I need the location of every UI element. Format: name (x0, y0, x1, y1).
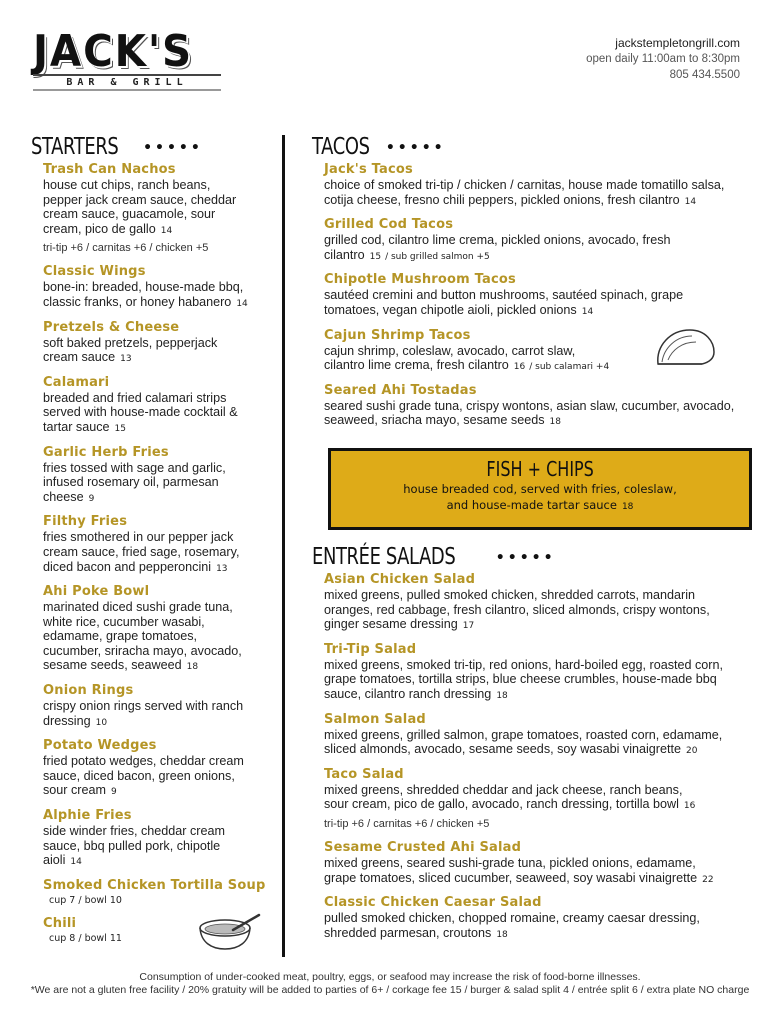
dots-decoration: ••••• (143, 139, 203, 156)
dots-decoration: ••••• (495, 549, 556, 566)
item-description-text: mixed greens, shredded cheddar and jack cheese, ranch beans, sour cream, pico de gallo, avocado, ranch dressing, tortilla bowl (324, 782, 683, 812)
item-name: Filthy Fries (43, 514, 128, 530)
item-name: Potato Wedges (43, 738, 157, 754)
item-description-text: house cut chips, ranch beans, pepper jack cream sauce, cheddar cream sauce, guacamole, sour cream, pico de gallo (43, 178, 237, 236)
food-safety-notice: Consumption of under-cooked meat, poultry, eggs, or seafood may increase the risk of food-borne illnesses. (139, 971, 641, 983)
item-description-text: mixed greens, pulled smoked chicken, shredded carrots, mandarin oranges, red cabbage, fresh cilantro, sliced almonds, crispy wontons, ginger sesame dressing (324, 588, 710, 632)
item-description-text: sautéed cremini and button mushrooms, sautéed spinach, grape tomatoes, vegan chipotle aioli, pickled onions (324, 288, 684, 317)
starters-section (31, 132, 279, 954)
contact-info (586, 35, 740, 83)
item-description-text: grilled cod, cilantro lime crema, pickled onions, avocado, fresh cilantro (324, 233, 671, 262)
menu-item (43, 808, 279, 870)
menu-item (43, 683, 279, 730)
menu-item (43, 514, 279, 576)
menu-item (324, 712, 762, 759)
item-price: 22 (702, 874, 714, 885)
menu-item (43, 738, 279, 800)
fish-chips-desc-text: house breaded cod, served with fries, coleslaw, and house-made tartar sauce (403, 482, 677, 512)
section-title (31, 132, 279, 162)
item-description (43, 824, 279, 870)
footer-disclaimer (0, 971, 780, 996)
item-description (324, 911, 762, 942)
menu-item (43, 584, 279, 675)
item-price: 18 (549, 417, 561, 428)
section-title-text: TACOS (312, 134, 370, 160)
menu-item (43, 878, 279, 908)
item-description (43, 178, 279, 238)
item-description (43, 754, 279, 800)
item-description (324, 783, 762, 814)
item-price: 14 (236, 298, 248, 309)
item-name: Asian Chicken Salad (324, 572, 476, 587)
item-portion-prices: cup 7 / bowl 10 (49, 894, 122, 906)
item-description (324, 856, 762, 887)
item-name: Chili (43, 915, 77, 931)
item-name: Taco Salad (324, 766, 404, 782)
item-description (43, 699, 279, 730)
column-divider (282, 135, 285, 957)
item-name: Ahi Poke Bowl (43, 584, 150, 600)
item-price: 13 (216, 563, 228, 574)
item-price: 18 (496, 690, 508, 701)
item-description (43, 280, 279, 311)
item-price: 14 (70, 857, 82, 868)
website-link[interactable]: jackstempletongrill.com (615, 36, 740, 50)
menu-item (324, 572, 762, 634)
menu-item (324, 840, 762, 887)
item-name: Onion Rings (43, 683, 134, 699)
item-description-text: cajun shrimp, coleslaw, avocado, carrot slaw, cilantro lime crema, fresh cilantro (324, 343, 576, 373)
price: 18 (621, 502, 634, 512)
item-price: 14 (684, 196, 697, 207)
menu-item (324, 383, 762, 430)
salads-section (312, 542, 762, 950)
item-name: Jack's Tacos (324, 162, 413, 177)
tacos-list (312, 162, 762, 430)
item-name: Tri-Tip Salad (324, 641, 417, 657)
taco-illustration-icon (652, 326, 718, 370)
menu-item (43, 162, 279, 254)
section-title (312, 542, 762, 572)
item-price: 16 (683, 801, 696, 812)
item-description-text: mixed greens, grilled salmon, grape tomatoes, roasted corn, edamame, sliced almonds, avocado, sesame seeds, soy wasabi vinaigrette (324, 727, 723, 757)
item-description-text: soft baked pretzels, pepperjack cream sauce (43, 335, 218, 365)
section-title-text: STARTERS (31, 134, 119, 160)
item-name: Alphie Fries (43, 808, 132, 824)
item-price: 13 (120, 354, 132, 365)
item-price: 18 (496, 929, 508, 940)
logo-subtitle: BAR & GRILL (33, 74, 221, 91)
item-price: 9 (88, 493, 95, 504)
starters-list (31, 162, 279, 946)
item-description-text: mixed greens, seared sushi-grade tuna, pickled onions, edamame, grape tomatoes, sliced cucumber, seaweed, soy wasabi vinaigrette (324, 855, 698, 885)
item-add-on: / sub grilled salmon +5 (385, 251, 490, 262)
item-name: Smoked Chicken Tortilla Soup (43, 877, 266, 893)
item-description (43, 336, 279, 367)
item-price: 18 (186, 662, 199, 673)
fish-chips-title: FISH + CHIPS (486, 457, 594, 481)
policy-notice: *We are not a gluten free facility / 20% gratuity will be added to parties of 6+ / corkage fee 15 / burger & salad split 4 / entrée split 6 / extra plate NO charge (30, 983, 750, 996)
protein-add-ons: tri-tip +6 / carnitas +6 / chicken +5 (324, 817, 490, 830)
fish-and-chips-box (328, 448, 752, 530)
menu-item (43, 264, 279, 311)
protein-add-ons: tri-tip +6 / carnitas +6 / chicken +5 (43, 242, 209, 255)
phone: 805 434.5500 (669, 69, 740, 81)
item-description-text: crispy onion rings served with ranch dressing (43, 699, 244, 728)
item-description (324, 288, 762, 319)
logo (33, 26, 223, 92)
item-price: 16 (513, 362, 526, 373)
item-description (43, 461, 279, 507)
item-name: Classic Chicken Caesar Salad (324, 895, 542, 911)
item-name: Calamari (43, 374, 110, 390)
item-description (324, 399, 762, 430)
menu-item (43, 445, 279, 507)
item-name: Chipotle Mushroom Tacos (324, 272, 516, 288)
item-price: 17 (462, 621, 475, 632)
item-price: 9 (111, 787, 117, 798)
menu-item (324, 767, 762, 830)
item-description (324, 233, 762, 264)
soup-bowl-illustration-icon (197, 912, 263, 952)
menu-item (324, 895, 762, 942)
item-description-text: pulled smoked chicken, chopped romaine, creamy caesar dressing, shredded parmesan, croutons (324, 911, 700, 940)
hours: open daily 11:00am to 8:30pm (586, 53, 740, 65)
item-portion-prices: cup 8 / bowl 11 (49, 932, 122, 944)
item-description (324, 658, 762, 704)
item-description (43, 391, 279, 437)
item-description-text: side winder fries, cheddar cream sauce, bbq pulled pork, chipotle aioli (43, 824, 225, 868)
item-name: Cajun Shrimp Tacos (324, 327, 471, 343)
menu-item (324, 642, 762, 704)
item-name: Pretzels & Cheese (43, 319, 180, 335)
item-price: 20 (686, 746, 698, 757)
item-description-text: fried potato wedges, cheddar cream sauce, diced bacon, green onions, sour cream (43, 754, 244, 798)
item-description (43, 530, 279, 576)
item-description-text: marinated diced sushi grade tuna, white rice, cucumber wasabi, edamame, grape tomatoes, cucumber, sriracha mayo, avocado, sesame seeds, seaweed (43, 600, 242, 673)
item-description (43, 600, 279, 675)
salads-list (312, 572, 762, 942)
item-description-text: seared sushi grade tuna, crispy wontons, asian slaw, cucumber, avocado, seaweed, sriacha mayo, sesame seeds (324, 398, 735, 428)
menu-item (324, 217, 762, 264)
item-name: Seared Ahi Tostadas (324, 382, 477, 398)
item-price: 14 (581, 306, 594, 317)
section-title (312, 132, 762, 162)
item-description-text: fries smothered in our pepper jack cream sauce, fried sage, rosemary, diced bacon and pepperoncini (43, 530, 240, 574)
fish-chips-desc (331, 481, 749, 515)
item-description-text: breaded and fried calamari strips served with house-made cocktail & tartar sauce (43, 390, 238, 434)
menu-item (324, 162, 762, 209)
item-description (324, 728, 762, 759)
menu-item (43, 320, 279, 367)
item-description-text: fries tossed with sage and garlic, infused rosemary oil, parmesan cheese (43, 460, 226, 504)
item-add-on: / sub calamari +4 (529, 362, 610, 373)
item-price: 15 (369, 251, 382, 262)
item-name: Grilled Cod Tacos (324, 217, 454, 233)
item-price: 14 (160, 225, 173, 236)
logo-title: JACK'S (33, 26, 194, 77)
item-name: Classic Wings (43, 264, 146, 280)
section-title-text: ENTRÉE SALADS (312, 544, 456, 570)
item-name: Salmon Salad (324, 711, 426, 727)
dots-decoration: ••••• (385, 139, 446, 156)
item-name: Sesame Crusted Ahi Salad (324, 839, 522, 855)
item-description-text: choice of smoked tri-tip / chicken / carnitas, house made tomatillo salsa, cotija cheese, fresno chili peppers, pickled onions, fresh cilantro (324, 178, 725, 207)
menu-item (324, 272, 762, 319)
menu-item (43, 375, 279, 437)
item-description (324, 588, 762, 634)
item-name: Garlic Herb Fries (43, 444, 169, 460)
item-name: Trash Can Nachos (43, 162, 176, 177)
item-description-text: bone-in: breaded, house-made bbq, classic franks, or honey habanero (43, 280, 244, 309)
item-price: 15 (114, 423, 126, 434)
item-description (324, 178, 762, 209)
tacos-section (312, 132, 762, 438)
item-description-text: mixed greens, smoked tri-tip, red onions, hard-boiled egg, roasted corn, grape tomatoes, tortilla strips, blue cheese crumbles, house-made bbq sauce, cilantro ranch dressing (324, 657, 724, 701)
item-price: 10 (95, 717, 108, 728)
